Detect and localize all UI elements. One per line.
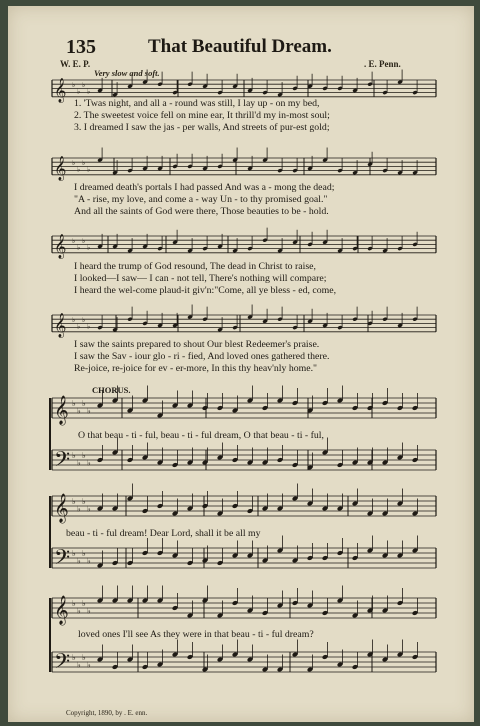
flat-sign: ♭ <box>77 322 81 331</box>
flat-sign: ♭ <box>87 458 91 468</box>
flat-sign: ♭ <box>82 653 86 662</box>
chorus-line: beau - ti - ful dream! Dear Lord, shall it be all my <box>66 528 261 539</box>
treble-clef: 𝄞 <box>54 312 67 337</box>
chorus-line: loved ones I'll see As they were in that beau - ti - ful dream? <box>78 629 314 640</box>
treble-clef: 𝄞 <box>54 233 67 258</box>
flat-sign: ♭ <box>77 458 81 468</box>
verse-line: I saw the saints prepared to shout Our blest Redeemer's praise. <box>74 339 320 350</box>
flat-sign: ♭ <box>72 549 76 558</box>
verse-line: 1. 'Twas night, and all a - round was still, I lay up - on my bed, <box>74 98 320 109</box>
flat-sign: ♭ <box>82 237 86 246</box>
flat-sign: ♭ <box>82 159 86 168</box>
flat-sign: ♭ <box>82 497 86 506</box>
flat-sign: ♭ <box>87 556 91 566</box>
hymn-page <box>8 6 474 722</box>
flat-sign: ♭ <box>77 556 81 566</box>
music-credit: . E. Penn. <box>364 59 401 69</box>
flat-sign: ♭ <box>87 606 91 616</box>
verse-line: Re-joice, re-joice for ev - er-more, In this thy heav'nly home." <box>74 363 318 374</box>
flat-sign: ♭ <box>72 159 76 168</box>
verse-line: I heard the trump of God resound, The dead in Christ to raise, <box>74 261 316 272</box>
flat-sign: ♭ <box>72 316 76 325</box>
flat-sign: ♭ <box>82 549 86 558</box>
chorus-label: CHORUS. <box>92 385 131 395</box>
flat-sign: ♭ <box>72 599 76 608</box>
flat-sign: ♭ <box>77 504 81 514</box>
flat-sign: ♭ <box>82 599 86 608</box>
flat-sign: ♭ <box>82 399 86 408</box>
flat-sign: ♭ <box>87 660 91 670</box>
verse-line: I heard the wel-come plaud-it giv'n:"Come, all ye bless - ed, come, <box>74 285 337 296</box>
treble-clef: 𝄞 <box>54 155 67 180</box>
bass-clef: 𝄢 <box>54 649 71 678</box>
flat-sign: ♭ <box>82 81 86 90</box>
bass-clef: 𝄢 <box>54 545 71 574</box>
verse-line: I dreamed death's portals I had passed And was a - mong the dead; <box>74 182 335 193</box>
flat-sign: ♭ <box>77 606 81 616</box>
treble-clef: 𝄞 <box>54 395 69 424</box>
flat-sign: ♭ <box>77 165 81 174</box>
flat-sign: ♭ <box>72 451 76 460</box>
flat-sign: ♭ <box>87 87 91 96</box>
treble-clef: 𝄞 <box>54 595 69 624</box>
flat-sign: ♭ <box>82 451 86 460</box>
verse-line: And all the saints of God were there, Those beauties to be - hold. <box>74 206 329 217</box>
flat-sign: ♭ <box>87 243 91 252</box>
flat-sign: ♭ <box>72 399 76 408</box>
chorus-line: O that beau - ti - ful, beau - ti - ful dream, O that beau - ti - ful, <box>78 430 324 441</box>
verse-line: 2. The sweetest voice fell on mine ear, It thrill'd my in-most soul; <box>74 110 330 121</box>
flat-sign: ♭ <box>77 87 81 96</box>
verse-line: 3. I dreamed I saw the jas - per walls, And streets of pur-est gold; <box>74 122 330 133</box>
bass-clef: 𝄢 <box>54 447 71 476</box>
flat-sign: ♭ <box>72 497 76 506</box>
treble-clef: 𝄞 <box>54 493 69 522</box>
flat-sign: ♭ <box>77 406 81 416</box>
hymn-number: 135 <box>66 36 96 58</box>
flat-sign: ♭ <box>72 81 76 90</box>
tempo-marking: Very slow and soft. <box>94 68 160 78</box>
flat-sign: ♭ <box>72 653 76 662</box>
flat-sign: ♭ <box>87 504 91 514</box>
flat-sign: ♭ <box>77 243 81 252</box>
flat-sign: ♭ <box>87 406 91 416</box>
flat-sign: ♭ <box>87 322 91 331</box>
verse-line: I saw the Sav - iour glo - ri - fied, And loved ones gathered there. <box>74 351 330 362</box>
flat-sign: ♭ <box>77 660 81 670</box>
flat-sign: ♭ <box>82 316 86 325</box>
flat-sign: ♭ <box>87 165 91 174</box>
treble-clef: 𝄞 <box>54 77 67 102</box>
verse-line: I looked—I saw— I can - not tell, There's nothing will compare; <box>74 273 327 284</box>
verse-line: "A - rise, my love, and come a - way Un - to thy promised goal." <box>74 194 328 205</box>
flat-sign: ♭ <box>72 237 76 246</box>
copyright-notice: Copyright, 1890, by . E. enn. <box>66 709 148 717</box>
words-credit: W. E. P. <box>60 59 91 69</box>
hymn-title: That Beautiful Dream. <box>148 36 332 57</box>
